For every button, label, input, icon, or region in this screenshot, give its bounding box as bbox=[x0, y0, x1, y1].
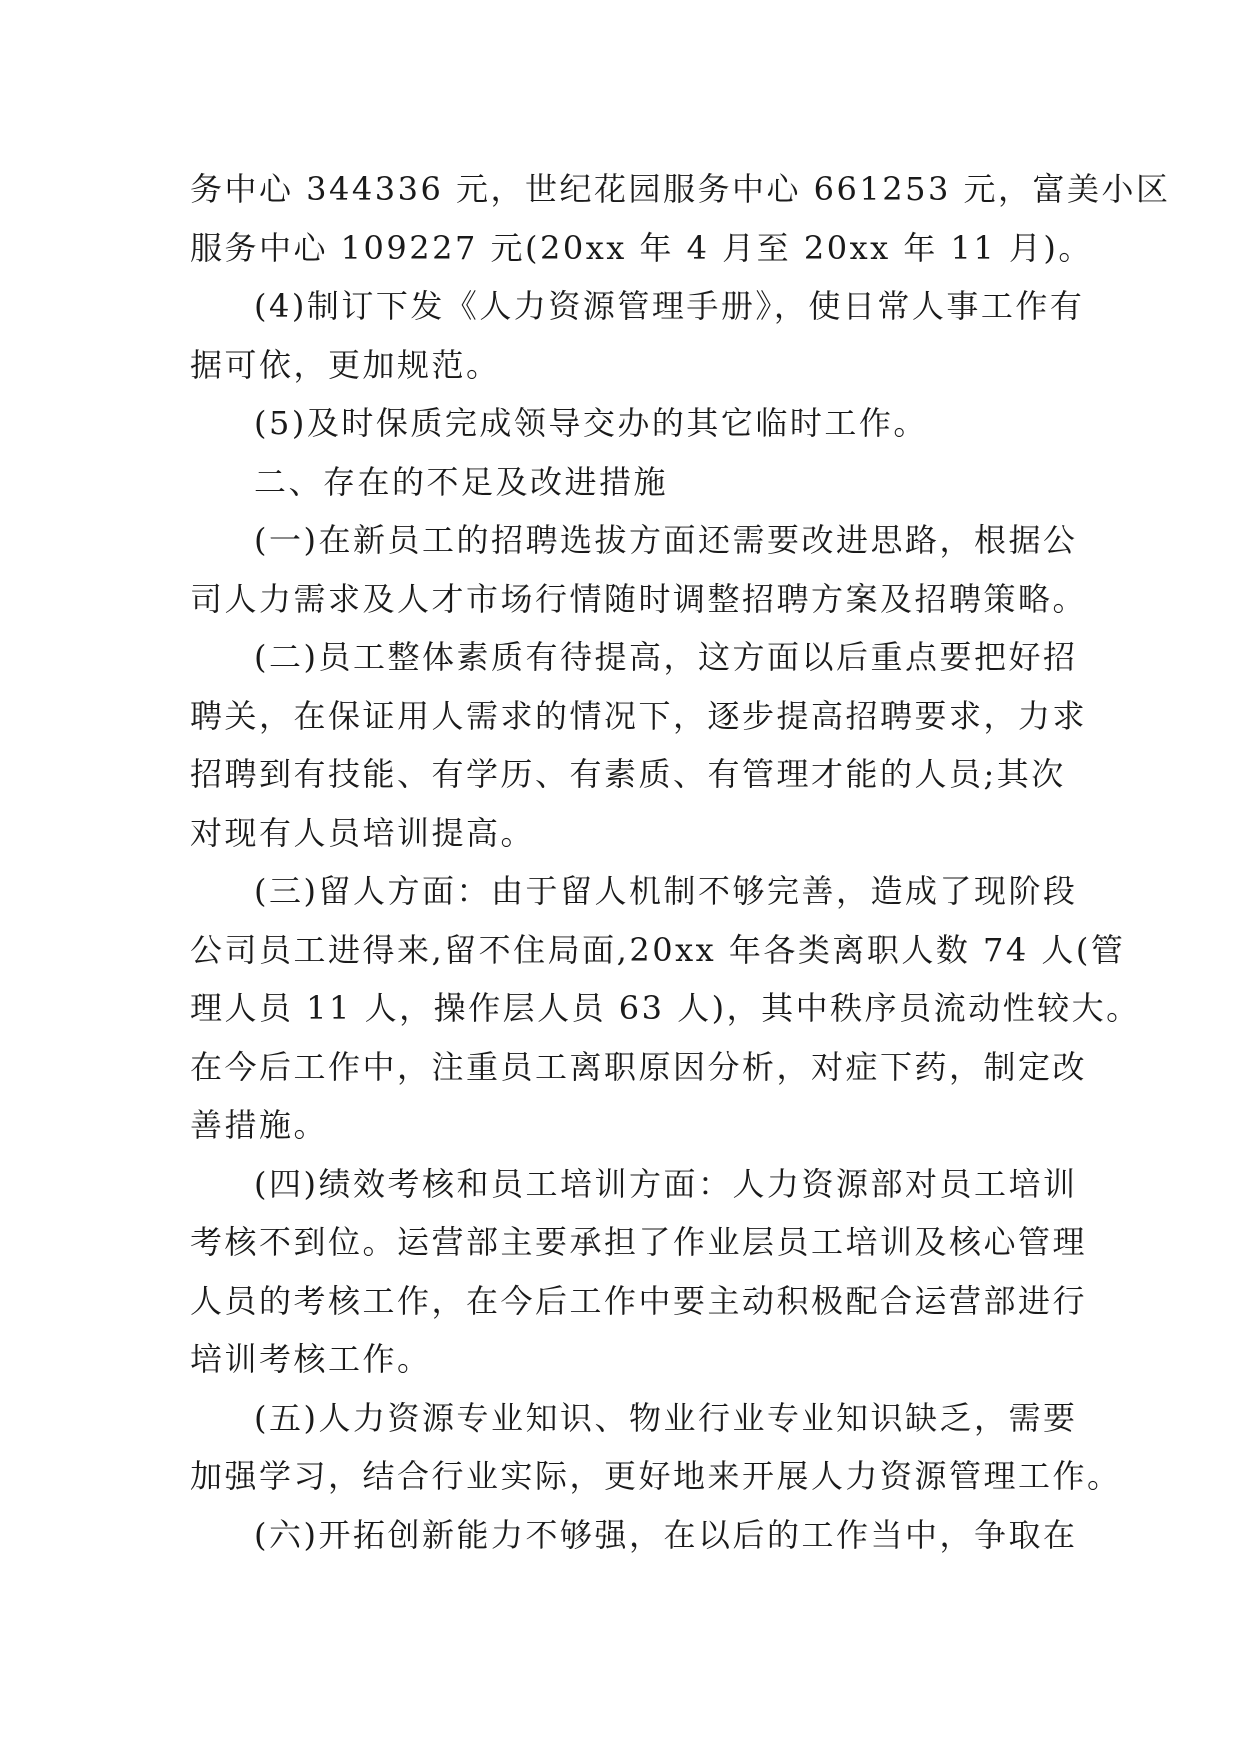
paragraph-item-5 bbox=[190, 394, 1052, 453]
paragraph-point-3 bbox=[190, 862, 1141, 1155]
document-body bbox=[190, 160, 1171, 1564]
paragraph-point-2 bbox=[190, 628, 1088, 862]
text-line: (一)在新员工的招聘选拔方面还需要改进思路，根据公 bbox=[254, 521, 1078, 559]
paragraph-point-5 bbox=[190, 1389, 1122, 1506]
text-line: 公司员工进得来,留不住局面,20xx 年各类离职人数 74 人(管 bbox=[190, 930, 1126, 969]
text-line: (四)绩效考核和员工培训方面：人力资源部对员工培训 bbox=[254, 1164, 1078, 1203]
text-line: 服务中心 109227 元(20xx 年 4 月至 20xx 年 11 月)。 bbox=[190, 228, 1093, 267]
text-line: 务中心 344336 元，世纪花园服务中心 661253 元，富美小区 bbox=[190, 170, 1171, 208]
text-line: (4)制订下发《人力资源管理手册》，使日常人事工作有 bbox=[254, 287, 1085, 325]
text-line: 招聘到有技能、有学历、有素质、有管理才能的人员;其次 bbox=[190, 755, 1066, 793]
section-heading-shortcomings bbox=[190, 453, 1052, 512]
paragraph-point-1 bbox=[190, 511, 1088, 628]
text-line: 据可依，更加规范。 bbox=[190, 345, 501, 384]
text-line: 在今后工作中，注重员工离职原因分析，对症下药，制定改 bbox=[190, 1047, 1088, 1086]
text-line: 人员的考核工作，在今后工作中要主动积极配合运营部进行 bbox=[190, 1281, 1088, 1320]
text-line: 对现有人员培训提高。 bbox=[190, 813, 536, 852]
text-line: 善措施。 bbox=[190, 1106, 329, 1144]
text-line: (六)开拓创新能力不够强，在以后的工作当中，争取在 bbox=[254, 1515, 1078, 1554]
text-line: 培训考核工作。 bbox=[190, 1340, 432, 1378]
text-line: 理人员 11 人，操作层人员 63 人)，其中秩序员流动性较大。 bbox=[190, 989, 1141, 1027]
text-line: (三)留人方面：由于留人机制不够完善，造成了现阶段 bbox=[254, 872, 1078, 910]
paragraph-item-4 bbox=[190, 277, 1085, 394]
text-line: (二)员工整体素质有待提高，这方面以后重点要把好招 bbox=[254, 638, 1078, 676]
text-line: 考核不到位。运营部主要承担了作业层员工培训及核心管理 bbox=[190, 1223, 1088, 1261]
paragraph-point-6 bbox=[190, 1506, 1078, 1565]
text-line: 聘关，在保证用人需求的情况下，逐步提高招聘要求，力求 bbox=[190, 696, 1088, 735]
text-line: (5)及时保质完成领导交办的其它临时工作。 bbox=[254, 404, 928, 442]
paragraph-point-4 bbox=[190, 1155, 1088, 1389]
paragraph-service-center-fees bbox=[190, 160, 1171, 277]
text-line: (五)人力资源专业知识、物业行业专业知识缺乏，需要 bbox=[254, 1398, 1078, 1437]
text-line: 司人力需求及人才市场行情随时调整招聘方案及招聘策略。 bbox=[190, 579, 1088, 618]
text-line: 二、存在的不足及改进措施 bbox=[254, 462, 669, 501]
text-line: 加强学习，结合行业实际，更好地来开展人力资源管理工作。 bbox=[190, 1457, 1122, 1495]
